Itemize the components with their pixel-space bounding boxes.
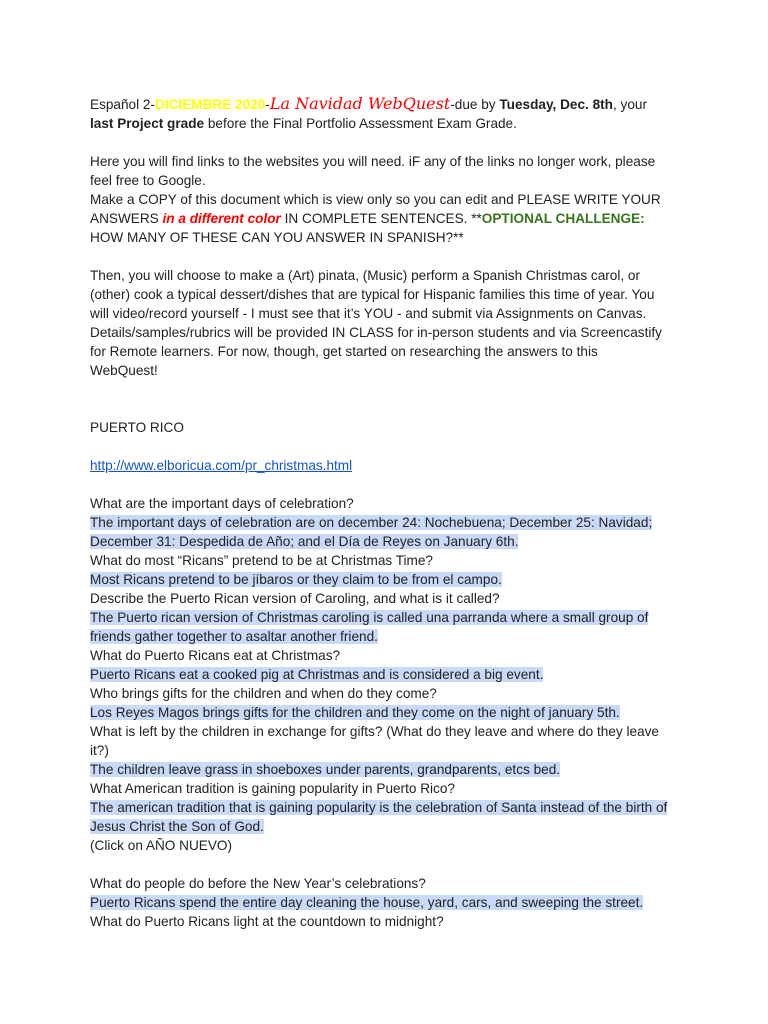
project-description-line: for Remote learners. For now, though, get started on researching the answers to this xyxy=(90,344,598,359)
answers-label: ANSWERS xyxy=(90,211,163,226)
instructions-line: Here you will find links to the websites you will need. iF any of the links no longer work, please xyxy=(90,154,656,169)
highlighted-answer-text: Los Reyes Magos brings gifts for the children and they come on the night of january 5th. xyxy=(90,705,620,720)
section-heading: PUERTO RICO xyxy=(90,420,184,435)
highlighted-answer-text: Most Ricans pretend to be jíbaros or they claim to be from el campo. xyxy=(90,572,502,587)
highlighted-answer-text: The important days of celebration are on december 24: Nochebuena; December 25: Navidad; xyxy=(90,515,653,530)
intro-line-2 xyxy=(90,114,690,133)
question-line: What do Puerto Ricans eat at Christmas? xyxy=(90,648,341,663)
highlighted-answer-text: Puerto Ricans spend the entire day cleaning the house, yard, cars, and sweeping the street. xyxy=(90,895,644,910)
answer-line xyxy=(90,760,690,779)
optional-challenge-label: OPTIONAL CHALLENGE: xyxy=(481,211,645,226)
answer-line xyxy=(90,627,690,646)
answer-line xyxy=(90,893,690,912)
question-line: What is left by the children in exchange for gifts? (What do they leave and where do they leave xyxy=(90,724,659,739)
answer-line xyxy=(90,570,690,589)
month-label: DICIEMBRE 2020 xyxy=(155,97,266,112)
highlighted-answer-text: December 31: Despedida de Año; and el Día de Reyes on January 6th. xyxy=(90,534,519,549)
instructions-line xyxy=(90,209,690,228)
project-description-line: Then, you will choose to make a (Art) pinata, (Music) perform a Spanish Christmas carol, or xyxy=(90,268,640,283)
highlighted-answer-text: The american tradition that is gaining popularity is the celebration of Santa instead of the birth of xyxy=(90,800,668,815)
dash: - xyxy=(265,97,270,112)
question-line: What American tradition is gaining popularity in Puerto Rico? xyxy=(90,781,455,796)
course-label: Español 2- xyxy=(90,97,155,112)
highlighted-answer-text: The Puerto rican version of Christmas caroling is called una parranda where a small group of xyxy=(90,610,649,625)
due-text: -due by xyxy=(450,97,500,112)
answer-line xyxy=(90,817,690,836)
project-description-line: Details/samples/rubrics will be provided IN CLASS for in-person students and via Screencastify xyxy=(90,325,662,340)
question-line: Describe the Puerto Rican version of Caroling, and what is it called? xyxy=(90,591,500,606)
question-line: What do most “Ricans” pretend to be at Christmas Time? xyxy=(90,553,433,568)
answer-line xyxy=(90,798,690,817)
project-description-line: will video/record yourself - I must see that it’s YOU - and submit via Assignments on Canvas. xyxy=(90,306,647,321)
project-description-line: WebQuest! xyxy=(90,363,158,378)
spacer xyxy=(90,247,690,266)
document-title: La Navidad WebQuest xyxy=(269,94,451,113)
question-line: What are the important days of celebration? xyxy=(90,496,354,511)
project-description xyxy=(90,266,690,380)
instructions-line: feel free to Google. xyxy=(90,173,206,188)
instructions-line: HOW MANY OF THESE CAN YOU ANSWER IN SPANISH?** xyxy=(90,230,464,245)
spacer xyxy=(90,133,690,152)
instructions-line: Make a COPY of this document which is view only so you can edit and PLEASE WRITE YOUR xyxy=(90,192,661,207)
spacer xyxy=(90,475,690,494)
different-color-emphasis: in a different color xyxy=(162,211,281,226)
question-line: What do Puerto Ricans light at the countdown to midnight? xyxy=(90,914,444,929)
highlighted-answer-text: The children leave grass in shoeboxes under parents, grandparents, etcs bed. xyxy=(90,762,561,777)
answer-line xyxy=(90,532,690,551)
intro-line-1 xyxy=(90,94,690,114)
answer-line xyxy=(90,608,690,627)
highlighted-answer-text: friends gather together to asaltar another friend. xyxy=(90,629,378,644)
document-body xyxy=(90,94,690,931)
project-description-line: (other) cook a typical dessert/dishes that are typical for Hispanic families this time of year. You xyxy=(90,287,655,302)
highlighted-answer-text: Puerto Ricans eat a cooked pig at Christmas and is considered a big event. xyxy=(90,667,544,682)
question-line: Who brings gifts for the children and when do they come? xyxy=(90,686,437,701)
sentences-text: IN COMPLETE SENTENCES. ** xyxy=(280,211,482,226)
spacer xyxy=(90,855,690,874)
intro-tail: , your xyxy=(612,97,647,112)
puerto-rico-christmas-link[interactable]: http://www.elboricua.com/pr_christmas.html xyxy=(90,458,353,473)
highlighted-answer-text: Jesus Christ the Son of God. xyxy=(90,819,264,834)
intro-line-2-rest: before the Final Portfolio Assessment Exam Grade. xyxy=(204,116,517,131)
question-line: (Click on AÑO NUEVO) xyxy=(90,838,233,853)
spacer xyxy=(90,437,690,456)
answer-line xyxy=(90,513,690,532)
grade-emphasis: last Project grade xyxy=(90,116,205,131)
spacer xyxy=(90,399,690,418)
question-line: it?) xyxy=(90,743,109,758)
question-answer-list xyxy=(90,494,690,931)
due-date: Tuesday, Dec. 8th xyxy=(499,97,613,112)
question-line: What do people do before the New Year’s celebrations? xyxy=(90,876,426,891)
answer-line xyxy=(90,665,690,684)
spacer xyxy=(90,380,690,399)
answer-line xyxy=(90,703,690,722)
